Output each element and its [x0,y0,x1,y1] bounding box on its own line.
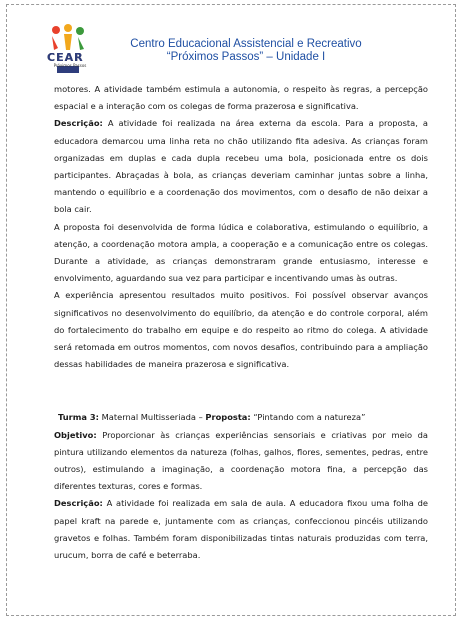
proposta-label: Proposta: [205,412,251,423]
header-title-line1: Centro Educacional Assistencial e Recreativo [130,38,362,50]
paragraph [54,115,428,218]
objective-text: Proporcionar às crianças experiências sensoriais e criativas por meio da pintura utilizando elementos da natureza (folhas, galhos, flores, sementes, pedras, entre outros), estimulando a imaginação, a coordenação motora fina, a percepção das diferentes texturas, cores e formas. [54,429,428,492]
paragraph: A experiência apresentou resultados muito positivos. Foi possível observar avanços significativos no desenvolvimento do equilíbrio, da atenção e do controle corporal, além do fortalecimento do trabalho em equipe e do respeito ao ritmo do colega. A atividade será retomada em outros momentos, com novos desafios, contribuindo para a ampliação dessas habilidades de maneira prazerosa e significativa. [54,290,428,370]
section-heading [58,409,428,426]
turma-label: Turma 3: [58,412,99,423]
proposta-text: “Pintando com a natureza” [250,412,366,423]
paragraph: A proposta foi desenvolvida de forma lúdica e colaborativa, estimulando o equilíbrio, a atenção, a coordenação motora ampla, a cooperação e a comunicação entre os colegas. Durante a atividade, as crianças demonstraram grande entusiasmo, interesse e envolvimento, aguardando sua vez para participar e incentivando umas às outras. [54,221,428,284]
paragraph [54,427,428,496]
objective-label: Objetivo: [54,429,97,440]
header-title [96,38,396,64]
spacer [54,373,428,409]
logo-text: CEAR [47,51,84,64]
logo-subtitle: Próximos Passos [53,63,87,68]
header-title-line2: “Próximos Passos” – Unidade I [166,51,326,63]
description-label: Descrição: [54,498,103,509]
document-body [54,81,428,564]
paragraph: motores. A atividade também estimula a autonomia, o respeito às regras, a percepção espacial e a interação com os colegas de forma prazerosa e significativa. [54,84,428,112]
turma-group: Maternal Multisseriada – [98,412,206,423]
description-label: Descrição: [54,118,103,129]
description-text: A atividade foi realizada na área externa da escola. Para a proposta, a educadora demarcou uma linha reta no chão utilizando fita adesiva. As crianças foram organizadas em duplas e cada dupla recebeu uma bola, posicionada entre os dois participantes. Abraçadas à bola, as crianças deveriam caminhar juntas sobre a linha, mantendo o equilíbrio e a coordenação dos movimentos, com o desafio de não deixar a bola cair. [54,118,428,215]
paragraph [54,495,428,564]
description-text: A atividade foi realizada em sala de aula. A educadora fixou uma folha de papel kraft na parede e, juntamente com as crianças, confeccionou pincéis utilizando gravetos e folhas. Também foram disponibilizadas tintas naturais produzidas com terra, urucum, borra de café e beterraba. [54,498,428,561]
